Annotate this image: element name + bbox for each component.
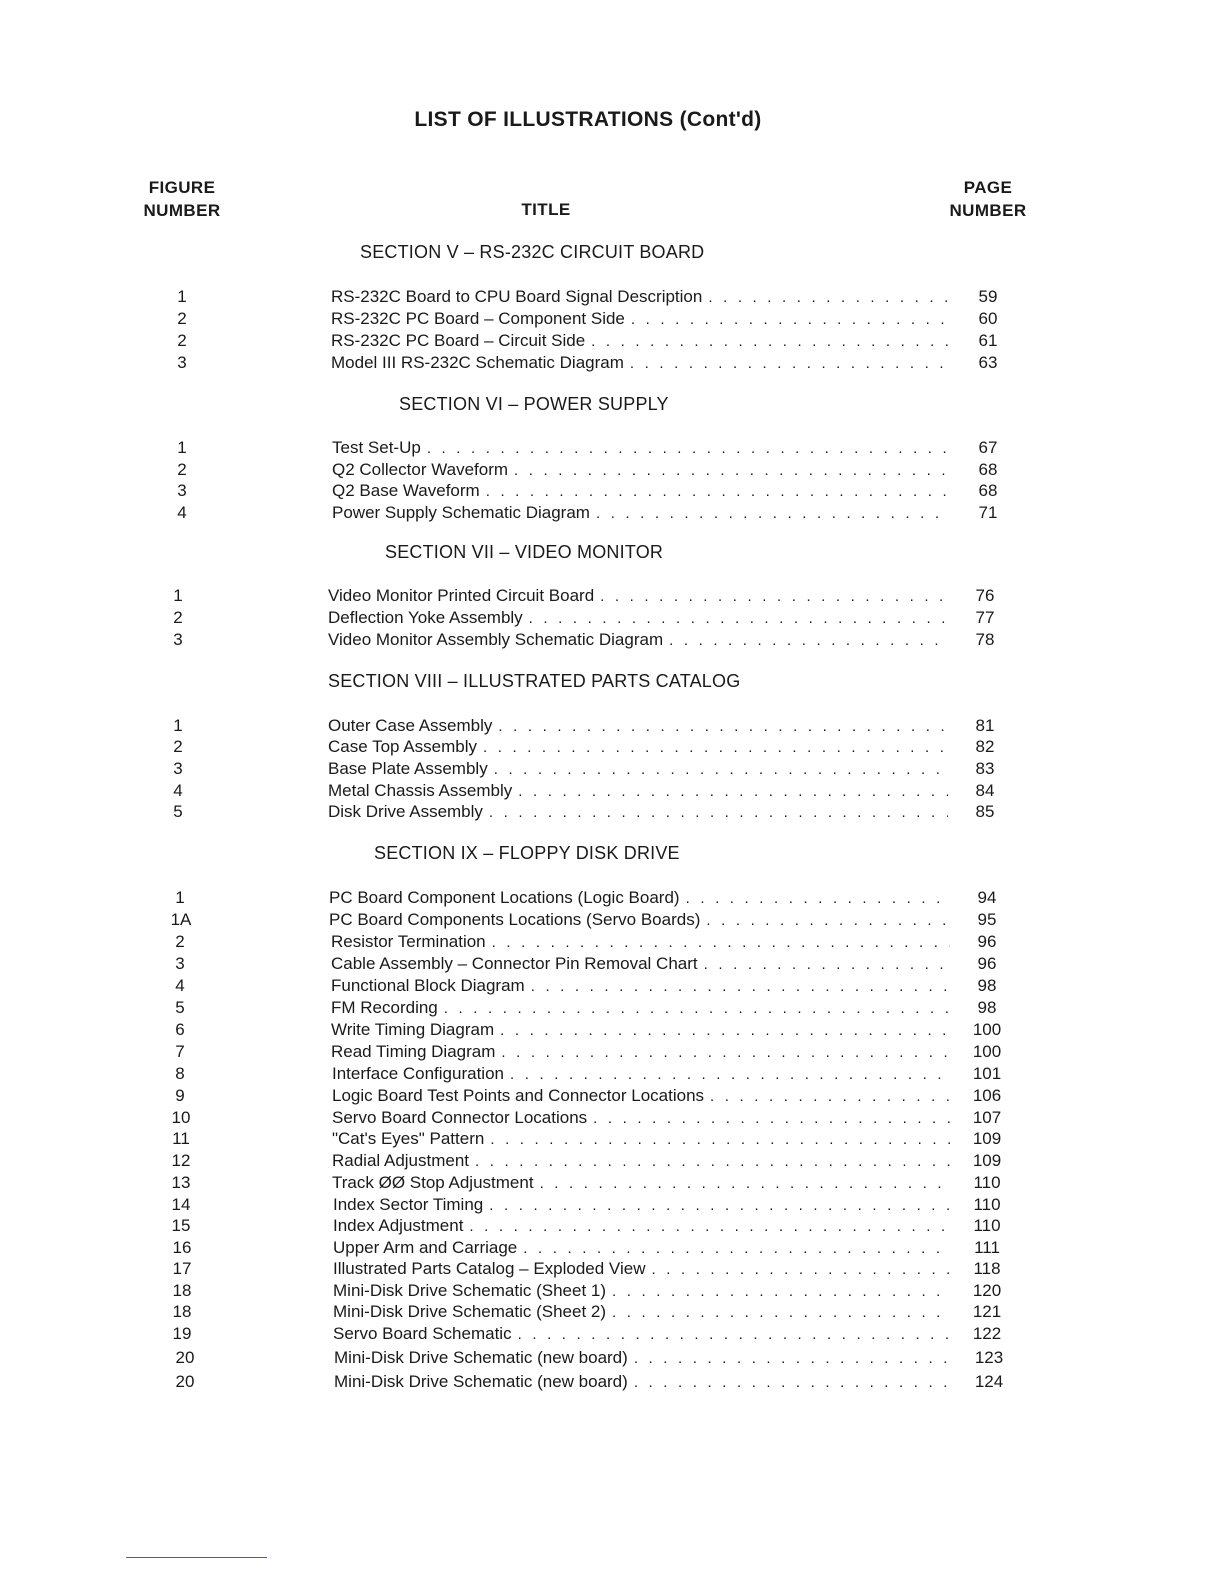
dot-leader <box>518 1324 950 1346</box>
figure-number: 3 <box>173 630 183 649</box>
page-number: 109 <box>972 1151 1002 1170</box>
entry-title-leader <box>333 1194 950 1217</box>
entry-title: PC Board Component Locations (Logic Board) <box>329 888 680 907</box>
page-number: 123 <box>974 1348 1004 1367</box>
figure-number: 4 <box>175 976 185 995</box>
figure-number: 5 <box>173 802 183 821</box>
page-number-header: PAGE NUMBER <box>949 178 1027 220</box>
figure-number: 1A <box>170 910 192 929</box>
dot-leader <box>500 1020 950 1042</box>
entry-title-leader <box>331 1041 950 1064</box>
figure-number: 6 <box>175 1020 185 1039</box>
page-number: 76 <box>975 586 995 605</box>
entry-title-leader <box>328 801 948 824</box>
figure-number: 20 <box>175 1348 195 1367</box>
list-item <box>0 909 1224 931</box>
entry-title: "Cat's Eyes" Pattern <box>332 1129 485 1148</box>
page-number: 68 <box>978 481 998 500</box>
list-item <box>0 1172 1224 1194</box>
figure-number: 4 <box>173 781 183 800</box>
list-item <box>0 931 1224 953</box>
entry-title: Q2 Base Waveform <box>332 481 480 500</box>
dot-leader <box>634 1348 948 1370</box>
dot-leader <box>494 759 948 781</box>
figure-number: 17 <box>172 1259 192 1278</box>
page-number: 109 <box>972 1129 1002 1148</box>
page-number: 96 <box>977 932 997 951</box>
entry-title: Index Adjustment <box>333 1216 464 1235</box>
figure-number-header: FIGURE NUMBER <box>143 178 221 220</box>
figure-number: 9 <box>175 1086 185 1105</box>
page-number: 98 <box>977 976 997 995</box>
list-item <box>0 1107 1224 1129</box>
entry-title-leader <box>328 629 948 652</box>
entry-title-leader <box>331 975 950 998</box>
entry-title-leader <box>331 931 950 954</box>
dot-leader <box>489 1195 950 1217</box>
figure-number: 1 <box>173 716 183 735</box>
figure-number: 15 <box>171 1216 191 1235</box>
dot-leader <box>631 309 951 331</box>
list-item <box>0 585 1224 607</box>
dot-leader <box>427 438 951 460</box>
figure-number: 3 <box>173 759 183 778</box>
list-item <box>0 480 1224 502</box>
page-number: 60 <box>978 309 998 328</box>
list-item <box>0 887 1224 909</box>
list-item <box>0 780 1224 802</box>
entry-title-leader <box>332 1107 950 1130</box>
entry-title-leader <box>332 1063 950 1086</box>
list-item <box>0 1194 1224 1216</box>
list-item <box>0 1150 1224 1172</box>
figure-number: 16 <box>172 1238 192 1257</box>
entry-title: Mini-Disk Drive Schematic (Sheet 2) <box>333 1302 607 1321</box>
section-heading: SECTION VII – VIDEO MONITOR <box>385 542 664 562</box>
entry-title-leader <box>329 909 950 932</box>
entry-title-leader <box>328 736 948 759</box>
entry-title-leader <box>332 437 951 460</box>
section-heading: SECTION VI – POWER SUPPLY <box>399 394 669 414</box>
page-number: 59 <box>978 287 998 306</box>
entry-title: Metal Chassis Assembly <box>328 781 513 800</box>
page-number: 100 <box>972 1042 1002 1061</box>
section-heading: SECTION IX – FLOPPY DISK DRIVE <box>374 843 680 863</box>
figure-number: 14 <box>171 1195 191 1214</box>
dot-leader <box>498 716 948 738</box>
entry-title-leader <box>333 1215 950 1238</box>
dot-leader <box>612 1281 950 1303</box>
list-item <box>0 1041 1224 1063</box>
entry-title: Illustrated Parts Catalog – Exploded View <box>333 1259 646 1278</box>
list-item <box>0 629 1224 651</box>
list-item <box>0 1347 1224 1369</box>
entry-title: Index Sector Timing <box>333 1195 484 1214</box>
dot-leader <box>704 954 950 976</box>
list-item <box>0 459 1224 481</box>
entry-title-leader <box>332 480 951 503</box>
entry-title: Servo Board Schematic <box>333 1324 512 1343</box>
page-number: 94 <box>977 888 997 907</box>
entry-title: Upper Arm and Carriage <box>333 1238 518 1257</box>
entry-title: Test Set-Up <box>332 438 421 457</box>
dot-leader <box>708 287 951 309</box>
list-item <box>0 437 1224 459</box>
list-item <box>0 801 1224 823</box>
page-number: 100 <box>972 1020 1002 1039</box>
entry-title: Write Timing Diagram <box>331 1020 495 1039</box>
entry-title: Read Timing Diagram <box>331 1042 496 1061</box>
list-item <box>0 758 1224 780</box>
page-number: 110 <box>973 1195 1001 1214</box>
entry-title: RS-232C PC Board – Circuit Side <box>331 331 586 350</box>
figure-number: 3 <box>177 481 187 500</box>
list-item <box>0 1019 1224 1041</box>
dot-leader <box>492 932 950 954</box>
figure-number: 1 <box>177 287 187 306</box>
dot-leader <box>529 608 948 630</box>
entry-title: Base Plate Assembly <box>328 759 488 778</box>
entry-title-leader <box>331 352 951 375</box>
figure-number: 2 <box>173 608 183 627</box>
entry-title-leader <box>328 758 948 781</box>
page-number: 96 <box>977 954 997 973</box>
page-number: 82 <box>975 737 995 756</box>
list-item <box>0 715 1224 737</box>
dot-leader <box>489 802 948 824</box>
figure-number: 11 <box>172 1129 190 1148</box>
page-number: 111 <box>974 1238 1000 1257</box>
page-number: 68 <box>978 460 998 479</box>
dot-leader <box>710 1086 950 1108</box>
entry-title-leader <box>331 330 951 353</box>
page-title: LIST OF ILLUSTRATIONS (Cont'd) <box>414 108 762 131</box>
figure-number: 3 <box>177 353 187 372</box>
list-item <box>0 1371 1224 1393</box>
list-item <box>0 330 1224 352</box>
entry-title-leader <box>332 1172 950 1195</box>
entry-title: Logic Board Test Points and Connector Locations <box>332 1086 705 1105</box>
list-item <box>0 1237 1224 1259</box>
list-item <box>0 1128 1224 1150</box>
list-item <box>0 352 1224 374</box>
entry-title-leader <box>333 1323 950 1346</box>
list-item <box>0 1258 1224 1280</box>
section-heading: SECTION V – RS-232C CIRCUIT BOARD <box>360 242 705 262</box>
entry-title-leader <box>333 1280 950 1303</box>
dot-leader <box>600 586 948 608</box>
figure-number: 4 <box>177 503 187 522</box>
entry-title: Case Top Assembly <box>328 737 477 756</box>
figure-number: 2 <box>177 460 187 479</box>
figure-number: 18 <box>172 1281 192 1300</box>
list-item <box>0 997 1224 1019</box>
entry-title-leader <box>328 715 948 738</box>
page-number: 124 <box>974 1372 1004 1391</box>
entry-title: Disk Drive Assembly <box>328 802 483 821</box>
dot-leader <box>444 998 950 1020</box>
dot-leader <box>514 460 951 482</box>
entry-title-leader <box>331 997 950 1020</box>
dot-leader <box>531 976 950 998</box>
page-number: 78 <box>975 630 995 649</box>
figure-number: 2 <box>177 309 187 328</box>
list-item <box>0 308 1224 330</box>
page-number: 71 <box>978 503 998 522</box>
entry-title-leader <box>329 887 950 910</box>
entry-title: Track ØØ Stop Adjustment <box>332 1173 534 1192</box>
entry-title-leader <box>328 585 948 608</box>
page-number: 107 <box>972 1108 1002 1127</box>
entry-title: Servo Board Connector Locations <box>332 1108 588 1127</box>
dot-leader <box>593 1108 950 1130</box>
entry-title: Outer Case Assembly <box>328 716 493 735</box>
entry-title-leader <box>328 780 948 803</box>
dot-leader <box>486 481 951 503</box>
list-item <box>0 286 1224 308</box>
entry-title-leader <box>334 1371 948 1394</box>
entry-title-leader <box>332 459 951 482</box>
dot-leader <box>591 331 951 353</box>
dot-leader <box>475 1151 950 1173</box>
list-item <box>0 953 1224 975</box>
entry-title: PC Board Components Locations (Servo Boards) <box>329 910 701 929</box>
list-item <box>0 1323 1224 1345</box>
entry-title: Deflection Yoke Assembly <box>328 608 523 627</box>
page-number: 81 <box>975 716 995 735</box>
dot-leader <box>634 1372 948 1394</box>
entry-title-leader <box>333 1237 950 1260</box>
section-heading: SECTION VIII – ILLUSTRATED PARTS CATALOG <box>328 671 741 691</box>
figure-number: 3 <box>175 954 185 973</box>
entry-title-leader <box>332 1150 950 1173</box>
figure-number: 19 <box>172 1324 192 1343</box>
page-number: 101 <box>972 1064 1002 1083</box>
list-item <box>0 607 1224 629</box>
figure-number: 1 <box>175 888 185 907</box>
entry-title-leader <box>331 1019 950 1042</box>
dot-leader <box>596 503 951 525</box>
figure-number: 12 <box>171 1151 191 1170</box>
entry-title: Power Supply Schematic Diagram <box>332 503 590 522</box>
list-item <box>0 975 1224 997</box>
entry-title: Model III RS-232C Schematic Diagram <box>331 353 624 372</box>
entry-title-leader <box>333 1301 950 1324</box>
entry-title: Interface Configuration <box>332 1064 504 1083</box>
title-header: TITLE <box>521 200 571 219</box>
page-number: 67 <box>978 438 998 457</box>
figure-number: 2 <box>177 331 187 350</box>
figure-number: 10 <box>171 1108 191 1127</box>
entry-title-leader <box>328 607 948 630</box>
dot-leader <box>540 1173 950 1195</box>
list-item <box>0 502 1224 524</box>
list-item <box>0 736 1224 758</box>
figure-number: 20 <box>175 1372 195 1391</box>
entry-title: Video Monitor Assembly Schematic Diagram <box>328 630 664 649</box>
list-item <box>0 1063 1224 1085</box>
page-number: 83 <box>975 759 995 778</box>
figure-number: 1 <box>173 586 183 605</box>
page-number: 122 <box>972 1324 1002 1343</box>
figure-number: 7 <box>175 1042 185 1061</box>
page-number: 106 <box>972 1086 1002 1105</box>
entry-title-leader <box>331 953 950 976</box>
list-item <box>0 1215 1224 1237</box>
entry-title-leader <box>332 1085 950 1108</box>
dot-leader <box>706 910 950 932</box>
dot-leader <box>501 1042 950 1064</box>
entry-title-leader <box>333 1258 950 1281</box>
dot-leader <box>612 1302 950 1324</box>
entry-title: RS-232C PC Board – Component Side <box>331 309 625 328</box>
dot-leader <box>483 737 948 759</box>
figure-number: 1 <box>177 438 187 457</box>
figure-number: 5 <box>175 998 185 1017</box>
dot-leader <box>510 1064 950 1086</box>
entry-title: Cable Assembly – Connector Pin Removal Chart <box>331 954 698 973</box>
list-item <box>0 1301 1224 1323</box>
page-number: 118 <box>973 1259 1001 1278</box>
entry-title: Mini-Disk Drive Schematic (Sheet 1) <box>333 1281 607 1300</box>
page-number: 61 <box>978 331 998 350</box>
dot-leader <box>630 353 951 375</box>
dot-leader <box>651 1259 950 1281</box>
figure-number: 2 <box>175 932 185 951</box>
list-item <box>0 1085 1224 1107</box>
dot-leader <box>686 888 950 910</box>
entry-title: Radial Adjustment <box>332 1151 470 1170</box>
page-number: 85 <box>975 802 995 821</box>
dot-leader <box>669 630 948 652</box>
entry-title: Q2 Collector Waveform <box>332 460 509 479</box>
page-number: 95 <box>977 910 997 929</box>
entry-title-leader <box>334 1347 948 1370</box>
dot-leader <box>518 781 948 803</box>
entry-title: Mini-Disk Drive Schematic (new board) <box>334 1372 628 1391</box>
figure-number: 8 <box>175 1064 185 1083</box>
entry-title: RS-232C Board to CPU Board Signal Description <box>331 287 703 306</box>
entry-title: FM Recording <box>331 998 438 1017</box>
figure-number: 2 <box>173 737 183 756</box>
bottom-rule <box>126 1557 267 1558</box>
dot-leader <box>469 1216 950 1238</box>
entry-title: Mini-Disk Drive Schematic (new board) <box>334 1348 628 1367</box>
entry-title: Video Monitor Printed Circuit Board <box>328 586 595 605</box>
page-number: 120 <box>972 1281 1002 1300</box>
page-number: 98 <box>977 998 997 1017</box>
dot-leader <box>523 1238 950 1260</box>
page-number: 84 <box>975 781 995 800</box>
page-number: 110 <box>973 1173 1001 1192</box>
entry-title-leader <box>332 1128 950 1151</box>
page-number: 77 <box>975 608 995 627</box>
entry-title-leader <box>331 286 951 309</box>
dot-leader <box>490 1129 950 1151</box>
figure-number: 13 <box>171 1173 191 1192</box>
page-number: 63 <box>978 353 998 372</box>
page-number: 110 <box>973 1216 1001 1235</box>
figure-number: 18 <box>172 1302 192 1321</box>
entry-title: Functional Block Diagram <box>331 976 525 995</box>
entry-title-leader <box>332 502 951 525</box>
page-number: 121 <box>972 1302 1002 1321</box>
entry-title: Resistor Termination <box>331 932 486 951</box>
list-item <box>0 1280 1224 1302</box>
entry-title-leader <box>331 308 951 331</box>
